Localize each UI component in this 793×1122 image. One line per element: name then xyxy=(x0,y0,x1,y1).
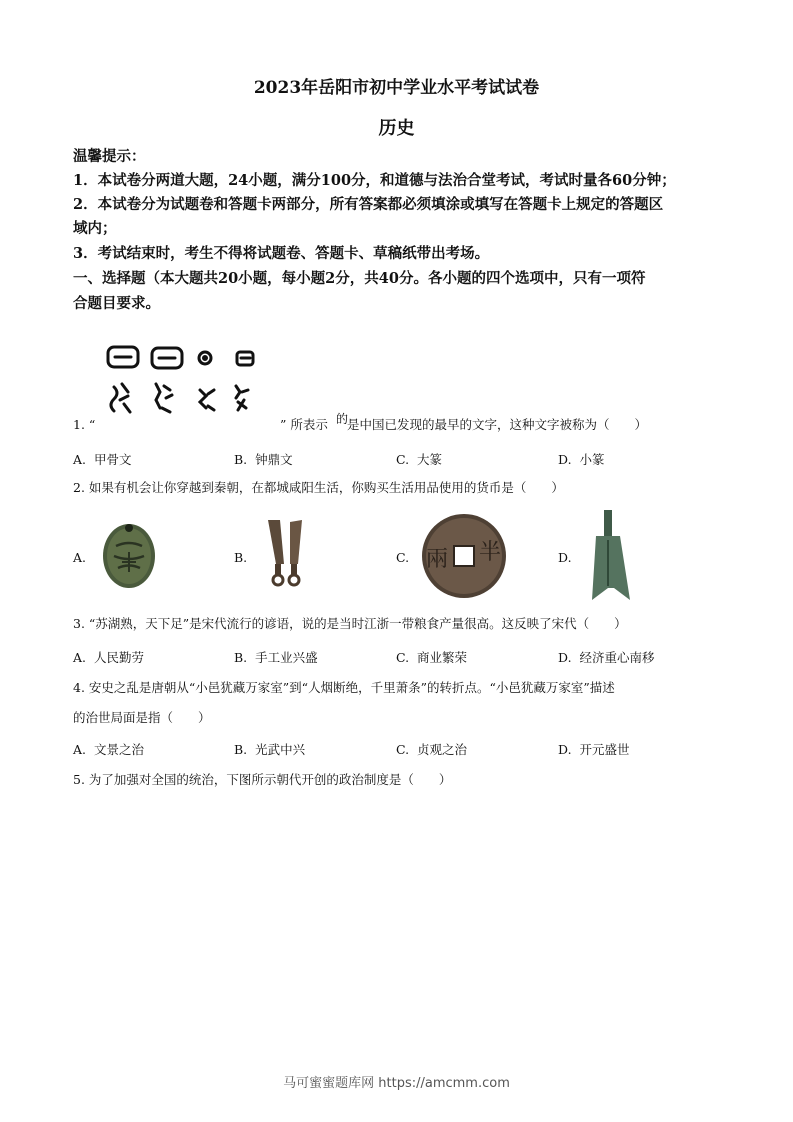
option-text: 文景之治 xyxy=(93,742,144,757)
q1-option-b[interactable] xyxy=(234,450,293,468)
q2-text: 2. 如果有机会让你穿越到秦朝，在都城咸阳生活，你购买生活用品使用的货币是（ ） xyxy=(73,480,564,495)
q3-option-b[interactable] xyxy=(234,648,318,666)
section-heading-line1: 一、选择题（本大题共20小题，每小题2分，共40分。各小题的四个选项中，只有一项符 xyxy=(73,270,646,287)
exam-title: 2023年岳阳市初中学业水平考试试卷 xyxy=(253,78,540,98)
q3-option-d[interactable] xyxy=(558,648,655,666)
notice-item-3: 3．考试结束时，考生不得将试题卷、答题卡、草稿纸带出考场。 xyxy=(73,245,490,262)
option-text: 商业繁荣 xyxy=(417,650,468,665)
option-letter: C. xyxy=(396,650,410,665)
banliang-coin-icon xyxy=(421,513,507,599)
option-letter: B. xyxy=(234,650,248,665)
q2-option-b[interactable]: B. xyxy=(234,550,248,565)
notice-item-1: 1．本试卷分两道大题，24小题，满分100分，和道德与法治合堂考试，考试时量各60分钟； xyxy=(73,172,676,189)
option-text: 开元盛世 xyxy=(579,742,630,757)
option-letter: D. xyxy=(558,742,572,757)
q4-line2: 的治世局面是指（ ） xyxy=(73,710,211,725)
option-text: 小篆 xyxy=(579,452,605,467)
q4-option-d[interactable] xyxy=(558,740,630,758)
notice-item-2: 2．本试卷分为试题卷和答题卡两部分，所有答案都必须填涂或填写在答题卡上规定的答题区 xyxy=(73,196,664,213)
ant-nose-coin-icon xyxy=(100,516,158,590)
q4-option-c[interactable] xyxy=(396,740,467,758)
option-letter: A. xyxy=(73,742,87,757)
option-letter: D. xyxy=(558,452,572,467)
spade-coin-icon xyxy=(582,508,634,604)
option-letter: D. xyxy=(558,650,572,665)
q3-option-a[interactable] xyxy=(73,648,144,666)
option-letter: A. xyxy=(73,452,87,467)
option-text: 大篆 xyxy=(417,452,443,467)
q1-option-d[interactable] xyxy=(558,450,605,468)
option-text: 光武中兴 xyxy=(255,742,306,757)
option-letter: C. xyxy=(396,742,410,757)
q1-option-c[interactable] xyxy=(396,450,442,468)
notice-label: 温馨提示： xyxy=(73,148,146,165)
option-text: 钟鼎文 xyxy=(255,452,293,467)
q1-option-a[interactable] xyxy=(73,450,131,468)
option-text: 手工业兴盛 xyxy=(255,650,318,665)
coin-character-left: 兩 xyxy=(426,547,449,572)
option-text: 甲骨文 xyxy=(93,452,132,467)
q4-line1: 4. 安史之乱是唐朝从“小邑犹藏万家室”到“人烟断绝，千里萧条”的转折点。“小邑犹藏万家室”描述 xyxy=(73,680,615,695)
option-letter: C. xyxy=(396,452,410,467)
coin-character-right: 半 xyxy=(479,540,502,565)
q1-prefix: 1. “ xyxy=(73,417,96,432)
q1-suffix-small: 的 xyxy=(336,412,349,426)
subject-title: 历史 xyxy=(378,118,415,139)
section-heading-line2: 合题目要求。 xyxy=(73,295,160,312)
option-letter: B. xyxy=(234,742,248,757)
option-letter: B. xyxy=(234,452,248,467)
q2-option-d[interactable]: D. xyxy=(558,550,572,565)
q3-text: 3. “苏湖熟，天下足”是宋代流行的谚语，说的是当时江浙一带粮食产量很高。这反映了宋代（ ） xyxy=(73,616,627,631)
q4-option-a[interactable] xyxy=(73,740,144,758)
q3-option-c[interactable] xyxy=(396,648,467,666)
q4-option-b[interactable] xyxy=(234,740,305,758)
q5-text: 5. 为了加强对全国的统治，下图所示朝代开创的政治制度是（ ） xyxy=(73,772,452,787)
notice-item-2-cont: 域内； xyxy=(73,220,117,237)
option-text: 贞观之治 xyxy=(417,742,468,757)
footer-watermark: 马可蜜蜜题库网 https://amcmm.com xyxy=(283,1076,510,1091)
q1-suffix: ” 所表示 xyxy=(280,417,328,432)
option-text: 人民勤劳 xyxy=(93,650,144,665)
q2-option-a[interactable]: A. xyxy=(73,550,87,565)
oracle-bone-script-image xyxy=(104,342,264,422)
q2-option-c[interactable]: C. xyxy=(396,550,410,565)
q1-tail: 是中国已发现的最早的文字，这种文字被称为（ ） xyxy=(347,417,648,432)
knife-coin-icon xyxy=(262,516,310,588)
option-letter: A. xyxy=(73,650,87,665)
option-text: 经济重心南移 xyxy=(579,650,655,665)
